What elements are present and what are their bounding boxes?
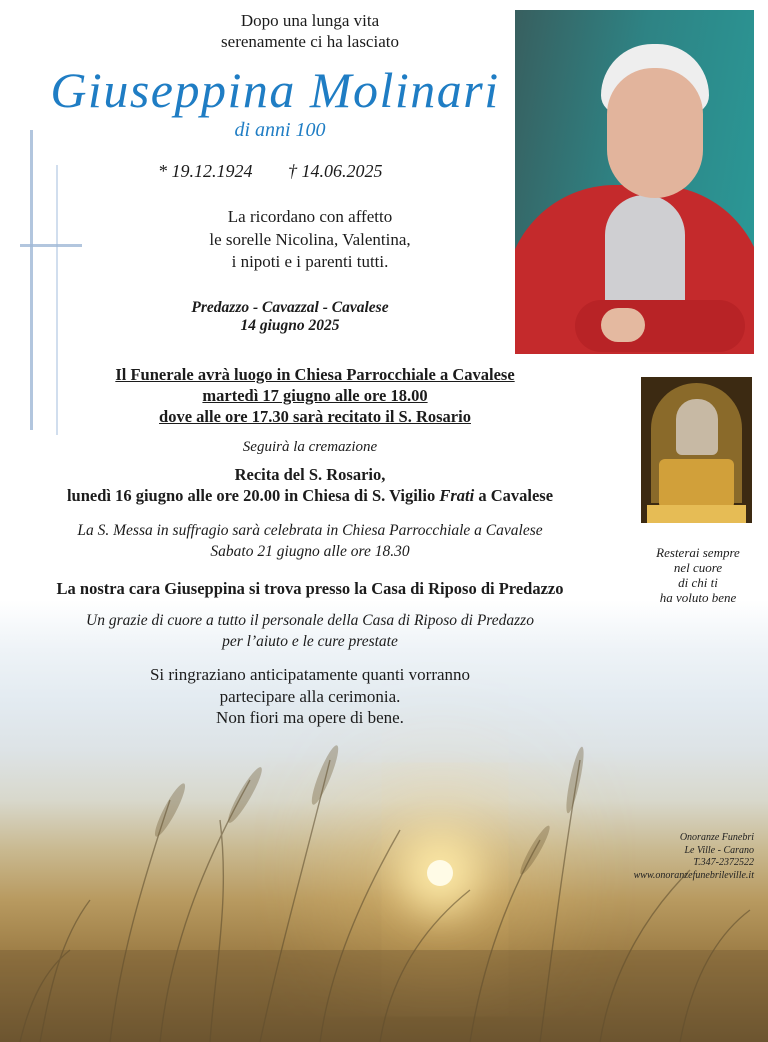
rosary-title: Recita del S. Rosario, (234, 465, 386, 484)
notice-date: 14 giugno 2025 (240, 317, 340, 334)
agency-phone: T.347-2372522 (693, 857, 754, 868)
funeral-line-1: Il Funerale avrà luogo in Chiesa Parrocchiale a Cavalese (115, 365, 515, 384)
deceased-name: Giuseppina Molinari (50, 62, 500, 118)
closing-line-3: Non fiori ma opere di bene. (216, 708, 404, 727)
agency-website: www.onoranzefunebrileville.it (633, 869, 754, 881)
funeral-line-2: martedì 17 giugno alle ore 18.00 (202, 386, 428, 405)
cremation-note: Seguirà la cremazione (242, 439, 378, 455)
closing-line-2: partecipare alla cerimonia. (219, 686, 401, 706)
agency-location: Le Ville - Carano (684, 844, 754, 856)
rosary-info (10, 464, 610, 506)
mass-info (20, 520, 600, 562)
side-quote (630, 545, 766, 605)
portrait-photo (515, 10, 754, 354)
thanks-staff (20, 610, 600, 652)
rosary-line (10, 485, 610, 506)
funeral-line-3: dove alle ore 17.30 sarà recitato il S. Rosario (159, 407, 471, 426)
thanks-staff-line-2: per l’aiuto e le cure prestate (222, 633, 398, 650)
place-date (130, 299, 450, 335)
mass-line-1: La S. Messa in suffragio sarà celebrata in Chiesa Parrocchiale a Cavalese (77, 522, 543, 539)
pieta-image (641, 377, 752, 523)
side-quote-line-4: ha voluto bene (659, 590, 737, 605)
rosary-line-part-2: a Cavalese (478, 486, 554, 505)
intro-text (130, 10, 490, 52)
places: Predazzo - Cavazzal - Cavalese (191, 299, 389, 316)
deceased-age: di anni 100 (234, 119, 326, 141)
mourners-line-2: le sorelle Nicolina, Valentina, (209, 229, 411, 249)
funeral-agency (570, 832, 754, 882)
death-date: † 14.06.2025 (288, 161, 383, 181)
side-quote-line-2: nel cuore (673, 560, 723, 575)
closing-line-1: Si ringraziano anticipatamente quanti vorranno (149, 665, 471, 684)
thanks-staff-line-1: Un grazie di cuore a tutto il personale della Casa di Riposo di Predazzo (86, 612, 534, 629)
mourners-line-1: La ricordano con affetto (227, 207, 393, 226)
birth-date: * 19.12.1924 (158, 161, 253, 181)
funeral-info (40, 364, 590, 427)
intro-line-1: Dopo una lunga vita (240, 11, 380, 30)
intro-line-2: serenamente ci ha lasciato (221, 32, 399, 51)
location-notice: La nostra cara Giuseppina si trova presso la Casa di Riposo di Predazzo (56, 579, 564, 598)
rosary-line-part-1: lunedì 16 giugno alle ore 20.00 in Chiesa di S. Vigilio (66, 486, 436, 505)
agency-name: Onoranze Funebri (679, 832, 754, 843)
side-quote-line-1: Resterai sempre (656, 545, 740, 560)
mourners-text (140, 206, 480, 274)
mourners-line-3: i nipoti e i parenti tutti. (231, 252, 389, 271)
side-quote-line-3: di chi ti (678, 575, 718, 590)
rosary-frati: Frati (439, 486, 475, 505)
mass-line-2: Sabato 21 giugno alle ore 18.30 (210, 543, 410, 560)
closing-text (110, 664, 510, 729)
